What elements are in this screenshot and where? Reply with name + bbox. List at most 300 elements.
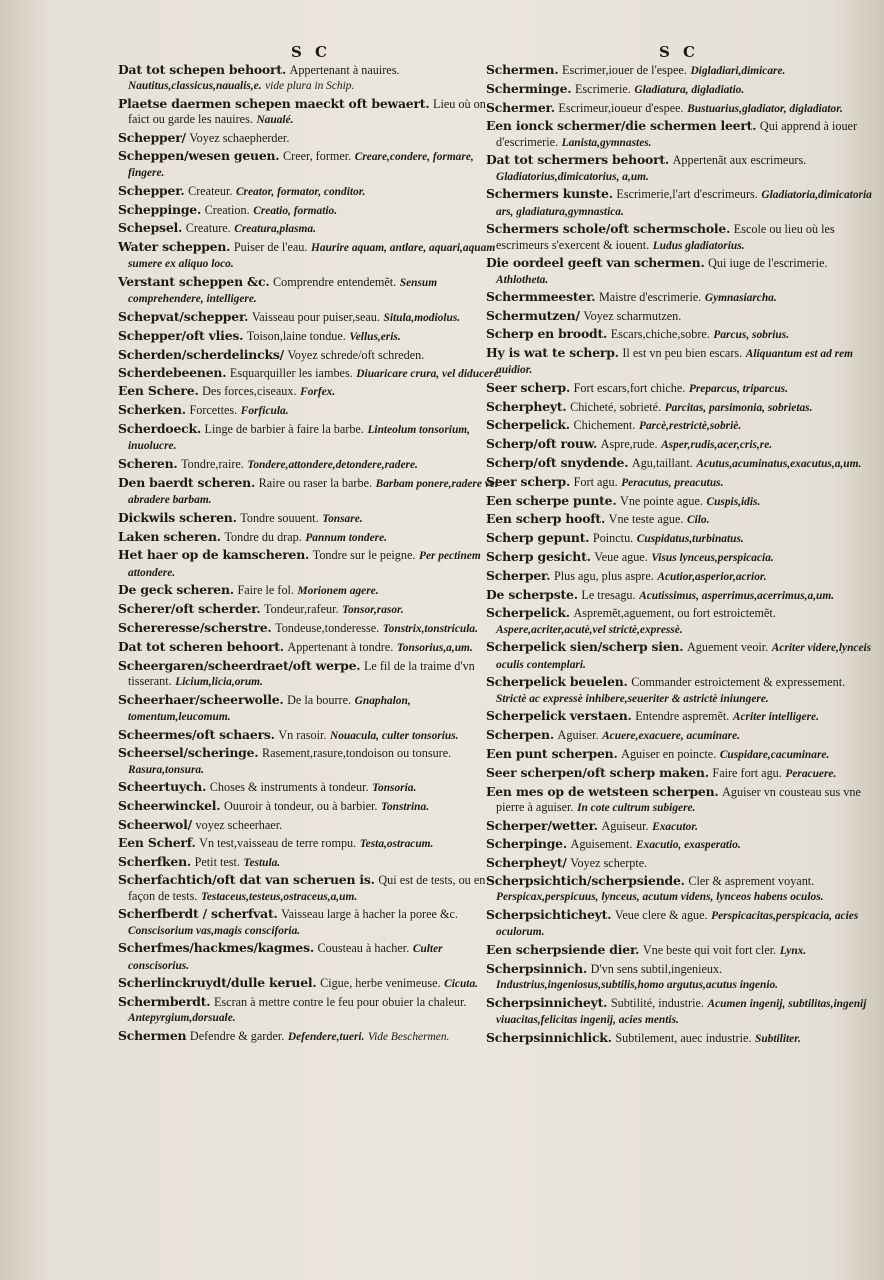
latin-gloss: Situla,modiolus.: [383, 312, 461, 325]
dictionary-entry: [486, 417, 872, 434]
french-gloss: Entendre aspremẽt.: [635, 709, 730, 724]
headword: Die oordeel geeft van schermen.: [486, 255, 705, 271]
headword: Scherpelick.: [486, 605, 570, 621]
headword: Scherfmes/hackmes/kagmes.: [118, 940, 314, 956]
french-gloss: Maistre d'escrimerie.: [598, 290, 702, 305]
latin-gloss: Creatio, formatio.: [253, 204, 338, 217]
latin-gloss: Exacutio, exasperatio.: [636, 839, 741, 852]
french-gloss: Tondre sur le peigne.: [312, 548, 416, 563]
headword: Scherfachtich/oft dat van scheruen is.: [118, 872, 375, 888]
french-gloss: Fort escars,fort chiche.: [573, 380, 686, 395]
latin-gloss: Tonsare.: [322, 512, 363, 525]
french-gloss: Escran à mettre contre le feu pour obuier la chaleur.: [213, 995, 467, 1010]
latin-gloss: Perspicacitas,perspicacia, acies oculorum.: [496, 909, 859, 939]
french-gloss: Vne pointe ague.: [620, 493, 703, 508]
latin-gloss: Tonstrina.: [381, 801, 430, 814]
french-gloss: D'vn sens subtil,ingenieux.: [590, 961, 723, 976]
french-gloss: Aguiser.: [557, 728, 599, 743]
headword: Scherfken.: [118, 853, 192, 869]
headword: Schepvat/schepper.: [118, 309, 249, 325]
headword: Scheppinge.: [118, 201, 202, 217]
headword: Verstant scheppen &c.: [118, 274, 270, 290]
french-gloss: Escole ou lieu où les escrimeurs s'exercent & iouent.: [496, 222, 835, 252]
french-gloss: Toison,laine tondue.: [246, 328, 346, 343]
dictionary-entry: [486, 399, 872, 416]
latin-gloss: Testa,ostracum.: [359, 837, 434, 850]
dictionary-entry: [486, 493, 872, 510]
latin-gloss: Acutior,asperior,acrior.: [657, 570, 767, 583]
dictionary-entry: [118, 347, 504, 363]
dictionary-entry: [118, 402, 504, 419]
latin-gloss: Gymnasiarcha.: [704, 292, 777, 305]
dictionary-entry: [486, 961, 872, 993]
latin-gloss: Acutissimus, asperrimus,acerrimus,a,um.: [639, 589, 835, 602]
dictionary-entry: [486, 907, 872, 940]
latin-gloss: In cote cultrum subigere.: [577, 801, 696, 814]
french-gloss: Aguiser vn cousteau sus vne pierre à aguiser.: [496, 784, 861, 814]
french-gloss: Poinctu.: [592, 531, 634, 546]
french-gloss: Aguiser en poincte.: [621, 746, 717, 761]
dictionary-entry: [486, 873, 872, 905]
latin-gloss: Cicuta.: [444, 978, 478, 991]
french-gloss: Le fil de la traime d'vn tisserant.: [128, 658, 475, 688]
latin-gloss: Haurire aquam, antlare, aquari,aquam sumere ex aliquo loco.: [128, 242, 496, 271]
headword: Scherpsinnichlick.: [486, 1029, 612, 1045]
headword: Een punt scherpen.: [486, 745, 618, 761]
latin-gloss: Cilo.: [687, 514, 710, 527]
dictionary-entry: [118, 835, 504, 852]
headword: Schermingе.: [486, 80, 572, 96]
running-head-right: S C: [659, 43, 699, 61]
french-gloss: Qui apprend à iouer d'escrimerie.: [496, 119, 858, 149]
headword: Schepsel.: [118, 220, 183, 236]
french-gloss: Chichement.: [573, 418, 636, 433]
latin-gloss: Perspicax,perspicuus, lynceus, acutum videns, lynceos habens oculos.: [496, 891, 824, 904]
french-gloss: Il est vn peu bien escars.: [622, 345, 743, 360]
dictionary-entry: [486, 587, 872, 604]
latin-gloss: Sensum comprehendere, intelligere.: [128, 277, 438, 306]
dictionary-entry: [118, 692, 504, 725]
right-entries: [486, 62, 872, 1047]
dictionary-entry: [486, 81, 872, 98]
latin-gloss: Naualé.: [256, 114, 294, 127]
french-gloss: Voyez scharmutzen.: [583, 309, 682, 324]
headword: Schermers schole/oft schermschole.: [486, 221, 731, 237]
headword: Scherpheyt.: [486, 398, 567, 414]
latin-gloss: Aspere,acriter,acutè,vel strictè,expressè.: [496, 623, 683, 636]
headword: Scheerwinckel.: [118, 798, 221, 814]
latin-gloss: Creator, formator, conditor.: [235, 185, 366, 198]
latin-gloss: Creare,condere, formare, fingere.: [128, 150, 474, 179]
headword: Den baerdt scheren.: [118, 474, 256, 490]
dictionary-entry: [486, 942, 872, 959]
headword: Een mes op de wetsteen scherpen.: [486, 783, 719, 799]
latin-gloss: Lynx.: [779, 944, 807, 957]
headword: Hy is wat te scherp.: [486, 344, 619, 360]
left-entries: [118, 62, 504, 1045]
headword: Scheren.: [118, 455, 178, 471]
headword: Schepper.: [118, 182, 185, 198]
headword: Een ionck schermer/die schermen leert.: [486, 118, 757, 134]
dictionary-entry: [486, 708, 872, 725]
latin-gloss: Nautitus,classicus,naualis,e.: [128, 80, 262, 93]
dictionary-entry: [486, 568, 872, 585]
headword: Scherp en broodt.: [486, 325, 608, 341]
latin-gloss: Acriter intelligere.: [732, 711, 819, 724]
french-gloss: Tondeuse,tonderesse.: [275, 620, 380, 635]
headword: Scherdebeenen.: [118, 364, 227, 380]
latin-gloss: Pannum tondere.: [305, 531, 387, 544]
dictionary-entry: [118, 365, 504, 382]
dictionary-entry: [486, 455, 872, 472]
headword: Scherpelick.: [486, 417, 570, 433]
dictionary-entry: [118, 183, 504, 200]
dictionary-entry: [118, 220, 504, 237]
headword: Scherp/oft rouw.: [486, 436, 598, 452]
french-gloss: Puiser de l'eau.: [233, 240, 308, 255]
french-gloss: Aspremẽt,aguement, ou fort estroictemẽt.: [573, 606, 776, 621]
headword: Schermberdt.: [118, 994, 211, 1010]
headword: Schermen: [118, 1028, 187, 1044]
headword: Seer scherp.: [486, 379, 571, 395]
latin-gloss: Culter conscisorius.: [128, 943, 443, 972]
dictionary-entry: [486, 152, 872, 184]
french-gloss: Chicheté, sobrieté.: [570, 399, 662, 414]
latin-gloss: Tonstrix,tonstricula.: [382, 622, 478, 635]
headword: Scherper.: [486, 567, 551, 583]
french-gloss: Comprendre entendemẽt.: [273, 275, 397, 290]
latin-gloss: Conscisorium vas,magis consciforia.: [128, 924, 301, 937]
latin-gloss: Athlotheta.: [496, 273, 549, 286]
headword: Scherp/oft snydende.: [486, 454, 629, 470]
latin-gloss: Acriter videre,lynceis oculis contemplari.: [496, 642, 872, 671]
dictionary-entry: [486, 995, 872, 1028]
headword: Scherper/wetter.: [486, 817, 598, 833]
headword: Dat tot schepen behoort.: [118, 62, 286, 77]
headword: Schermers kunste.: [486, 186, 613, 202]
latin-gloss: Parcitas, parsimonia, sobrietas.: [664, 401, 813, 414]
latin-gloss: Acutus,acuminatus,exacutus,a,um.: [696, 457, 862, 470]
french-gloss: Escrimeur,ioueur d'espee.: [558, 100, 684, 115]
french-gloss: Faire fort agu.: [712, 765, 782, 780]
running-head-left: S C: [291, 43, 331, 61]
french-gloss: Voyez schrede/oft schreden.: [287, 347, 425, 362]
latin-gloss: Acuere,exacuere, acuminare.: [602, 730, 741, 743]
headword: Scherken.: [118, 402, 186, 418]
french-gloss: Esquarquiller les iambes.: [229, 365, 353, 380]
latin-gloss: Cuspis,idis.: [706, 495, 761, 508]
latin-gloss: Peracutus, preacutus.: [621, 476, 724, 489]
dictionary-entry: [486, 674, 872, 706]
french-gloss: Voyez scherpte.: [570, 856, 648, 871]
headword: Scherer/oft scherder.: [118, 601, 261, 617]
headword: Een Schere.: [118, 383, 199, 399]
headword: Scherpsinnicheyt.: [486, 994, 608, 1010]
headword: Scherlinckruydt/dulle keruel.: [118, 975, 317, 991]
dictionary-entry: [486, 289, 872, 306]
headword: Een Scherf.: [118, 834, 196, 850]
latin-gloss: Nouacula, culter tonsorius.: [329, 729, 459, 742]
dictionary-entry: [118, 582, 504, 599]
headword: Seer scherp.: [486, 473, 571, 489]
dictionary-entry: [486, 784, 872, 816]
latin-gloss: Tonsoria.: [372, 782, 417, 795]
dictionary-entry: [486, 639, 872, 672]
latin-gloss: Rasura,tonsura.: [128, 763, 204, 776]
dictionary-entry: [486, 746, 872, 763]
french-gloss: Aguement veoir.: [687, 640, 769, 655]
headword: Scherfberdt / scherfvat.: [118, 906, 278, 922]
dictionary-entry: [118, 620, 504, 637]
dictionary-entry: [486, 436, 872, 453]
headword: Scheersel/scheringe.: [118, 745, 259, 761]
headword: Scherp gesicht.: [486, 548, 591, 564]
latin-gloss: Asper,rudis,acer,cris,re.: [661, 439, 773, 452]
french-gloss: Fort agu.: [573, 474, 618, 489]
dictionary-entry: [118, 421, 504, 454]
headword: Scheppen/wesen geuen.: [118, 147, 280, 163]
dictionary-entry: [486, 511, 872, 528]
latin-gloss: Strictè ac expressè inhibere,seueriter & astrictè iniungere.: [496, 692, 769, 705]
headword: Schereresse/scherstre.: [118, 619, 272, 635]
french-gloss: Creature.: [185, 221, 231, 236]
french-gloss: Vne teste ague.: [608, 512, 684, 527]
french-gloss: Cousteau à hacher.: [317, 941, 410, 956]
dictionary-entry: [118, 202, 504, 219]
french-gloss: Forcettes.: [189, 403, 238, 418]
latin-gloss: Linteolum tonsorium, inuolucre.: [128, 423, 471, 453]
french-gloss: Commander estroictement & expressement.: [631, 675, 846, 690]
dictionary-entry: [486, 474, 872, 491]
dictionary-entry: [486, 62, 872, 79]
french-gloss: Agu,taillant.: [631, 455, 693, 470]
dictionary-entry: [486, 530, 872, 547]
french-gloss: Defendre & garder.: [189, 1029, 285, 1044]
headword: Scherpsichticheyt.: [486, 906, 612, 922]
french-gloss: Appertenãt aux escrimeurs.: [672, 153, 807, 168]
french-gloss: Petit test.: [194, 854, 240, 869]
latin-gloss: Per pectinem attondere.: [128, 550, 481, 579]
headword: Dat tot scheren behoort.: [118, 638, 284, 654]
latin-gloss: Gnaphalon, tomentum,leucomum.: [128, 694, 411, 723]
french-gloss: Creation.: [204, 202, 250, 217]
dictionary-entry: [486, 380, 872, 397]
headword: Dat tot schermers behoort.: [486, 152, 670, 168]
latin-gloss: Aliquantum est ad rem auidior.: [496, 347, 854, 376]
latin-gloss: Testaceus,testeus,ostraceus,a,um.: [200, 890, 358, 903]
french-gloss: Escars,chiche,sobre.: [610, 326, 710, 341]
headword: De scherpste.: [486, 586, 578, 602]
french-gloss: Lieu où on faict ou garde les nauires.: [128, 97, 486, 127]
headword: Scheertuych.: [118, 779, 207, 795]
latin-gloss: Licium,licia,orum.: [175, 675, 263, 688]
dictionary-entry: [118, 148, 504, 181]
french-gloss: Choses & instruments à tondeur.: [209, 780, 369, 795]
headword: Water scheppen.: [118, 239, 231, 255]
dictionary-entry: [118, 309, 504, 326]
latin-gloss: Gladiatorius,dimicatorius, a,um.: [496, 170, 649, 183]
dictionary-entry: [486, 118, 872, 150]
dictionary-entry: [118, 798, 504, 815]
dictionary-entry: [486, 308, 872, 324]
dictionary-entry: [486, 727, 872, 744]
latin-gloss: Parcus, sobrius.: [713, 328, 790, 341]
dictionary-entry: [118, 745, 504, 777]
latin-gloss: Digladiari,dimicare.: [690, 65, 786, 77]
dictionary-entry: [118, 475, 504, 508]
dictionary-entry: [486, 765, 872, 782]
french-gloss: Vn rasoir.: [278, 727, 327, 742]
headword: Schepper/oft vlies.: [118, 327, 244, 343]
latin-gloss: Tondere,attondere,detondere,radere.: [247, 458, 418, 471]
dictionary-entry: [118, 639, 504, 656]
french-gloss: Rasement,rasure,tondoison ou tonsure.: [261, 746, 452, 761]
french-gloss: Veue clere & ague.: [614, 907, 708, 922]
french-gloss: Cigue, herbe venimeuse.: [320, 976, 441, 991]
latin-gloss: Peracuere.: [785, 767, 837, 780]
latin-gloss: Tonsorius,a,um.: [396, 641, 473, 654]
french-gloss: Qui est de tests, ou en façon de tests.: [128, 873, 486, 903]
french-gloss: Ouuroir à tondeur, ou à barbier.: [223, 799, 378, 814]
dictionary-entry: [118, 547, 504, 580]
headword: Scheerhaer/scheerwolle.: [118, 691, 284, 707]
headword: Schepper/: [118, 130, 186, 145]
headword: Een scherpsiende dier.: [486, 941, 640, 957]
dictionary-entry: [486, 549, 872, 566]
latin-gloss: Cuspidare,cacuminare.: [719, 748, 830, 761]
latin-gloss: Exacutor.: [652, 820, 698, 833]
cross-reference: Vide Beschermen.: [367, 1031, 450, 1044]
latin-gloss: Gladiatura, digladiatio.: [634, 83, 745, 96]
french-gloss: Appertenant à tondre.: [287, 639, 394, 654]
french-gloss: Aguisement.: [570, 837, 633, 852]
headword: Scherdoeck.: [118, 420, 201, 436]
latin-gloss: Antepyrgium,dorsuale.: [128, 1012, 236, 1025]
dictionary-entry: [118, 130, 504, 146]
headword: Scherpelick sien/scherp sien.: [486, 639, 684, 655]
french-gloss: Creer, former.: [283, 148, 352, 163]
dictionary-entry: [118, 854, 504, 871]
latin-gloss: Ludus gladiatorius.: [652, 239, 745, 252]
french-gloss: Escrimerie,l'art d'escrimeurs.: [616, 187, 758, 202]
dictionary-entry: [118, 940, 504, 973]
dictionary-entry: [118, 975, 504, 992]
headword: Scherpen.: [486, 727, 554, 743]
french-gloss: voyez scheerhaer.: [195, 817, 283, 832]
french-gloss: Faire le fol.: [237, 583, 294, 598]
latin-gloss: Defendere,tueri.: [287, 1031, 365, 1044]
dictionary-entry: [118, 274, 504, 307]
headword: Schermmeester.: [486, 289, 596, 305]
french-gloss: Linge de barbier à faire la barbe.: [204, 421, 364, 436]
french-gloss: Vne beste qui voit fort cler.: [642, 942, 777, 957]
latin-gloss: Bustuarius,gladiator, digladiator.: [687, 102, 843, 115]
latin-gloss: Testula.: [243, 856, 281, 869]
dictionary-entry: [118, 872, 504, 904]
dictionary-entry: [118, 328, 504, 345]
right-column: [486, 42, 872, 1252]
headword: Het haer op de kamscheren.: [118, 547, 310, 563]
dictionary-entry: [486, 186, 872, 219]
french-gloss: Tondeur,rafeur.: [264, 602, 339, 617]
dictionary-entry: [486, 855, 872, 871]
french-gloss: Aguiseur.: [601, 818, 649, 833]
french-gloss: Subtilement, auec industrie.: [615, 1030, 752, 1045]
french-gloss: Escrimerie.: [574, 81, 631, 96]
headword: Scherpinge.: [486, 836, 567, 852]
french-gloss: Subtilité, industrie.: [610, 995, 704, 1010]
headword: Een scherpe punte.: [486, 492, 617, 508]
dictionary-entry: [486, 818, 872, 835]
french-gloss: Cler & asprement voyant.: [688, 873, 815, 888]
headword: Seer scherpen/oft scherp maken.: [486, 764, 709, 780]
headword: Scherp gepunt.: [486, 530, 590, 546]
headword: Scheergaren/scheerdraet/oft werpe.: [118, 657, 361, 673]
headword: Scherpelick beuelen.: [486, 674, 628, 690]
headword: Scherpsinnich.: [486, 960, 588, 976]
french-gloss: Vaisseau pour puiser,seau.: [251, 310, 380, 325]
dictionary-entry: [118, 658, 504, 690]
dictionary-entry: [118, 96, 504, 128]
french-gloss: Plus agu, plus aspre.: [553, 568, 654, 583]
french-gloss: Voyez schaepherder.: [189, 131, 290, 145]
headword: Schermutzen/: [486, 308, 580, 324]
french-gloss: Tondre du drap.: [224, 529, 302, 544]
dictionary-entry: [118, 994, 504, 1026]
dictionary-entry: [118, 456, 504, 473]
latin-gloss: Vellus,eris.: [349, 330, 401, 343]
dictionary-entry: [118, 906, 504, 938]
french-gloss: Vaisseau large à hacher la poree &c.: [281, 907, 458, 922]
dictionary-entry: [486, 605, 872, 637]
headword: Schermen.: [486, 62, 559, 77]
cross-reference: vide plura in Schip.: [265, 80, 355, 93]
dictionary-entry: [486, 100, 872, 117]
dictionary-entry: [486, 1030, 872, 1047]
french-gloss: Qui iuge de l'escrimerie.: [708, 256, 828, 271]
latin-gloss: Tonsor,rasor.: [342, 604, 404, 617]
latin-gloss: Barbam ponere,radere vel abradere barbam.: [128, 477, 499, 506]
latin-gloss: Gladiatoria,dimicatoria ars, gladiatura,gymnastica.: [496, 189, 872, 218]
french-gloss: Tondre,raire.: [181, 456, 244, 471]
headword: Scherden/scherdelincks/: [118, 346, 284, 362]
french-gloss: Createur.: [188, 183, 233, 198]
latin-gloss: Lanista,gymnastes.: [561, 136, 652, 149]
dictionary-entry: [118, 62, 504, 94]
dictionary-entry: [118, 510, 504, 527]
dictionary-entry: [486, 255, 872, 287]
latin-gloss: Industrius,ingeniosus,subtilis,homo argutus,acutus ingenio.: [496, 978, 779, 991]
dictionary-entry: [486, 221, 872, 253]
dictionary-entry: [118, 529, 504, 546]
headword: Laken scheren.: [118, 528, 221, 544]
headword: Scherpheyt/: [486, 855, 567, 871]
dictionary-entry: [118, 779, 504, 796]
latin-gloss: Forficula.: [240, 405, 289, 418]
dictionary-entry: [118, 727, 504, 744]
french-gloss: Des forces,ciseaux.: [202, 384, 297, 399]
dictionary-entry: [118, 383, 504, 400]
headword: Scherpsichtich/scherpsiende.: [486, 872, 685, 888]
dictionary-entry: [486, 836, 872, 853]
french-gloss: Raire ou raser la barbe.: [258, 475, 373, 490]
headword: Scheermes/oft schaers.: [118, 726, 275, 742]
french-gloss: Escrimer,iouer de l'espee.: [562, 63, 687, 77]
headword: De geck scheren.: [118, 582, 234, 598]
headword: Scherpelick verstaen.: [486, 708, 632, 724]
headword: Schermer.: [486, 99, 555, 115]
latin-gloss: Diuaricare crura, vel diducere.: [356, 367, 502, 380]
